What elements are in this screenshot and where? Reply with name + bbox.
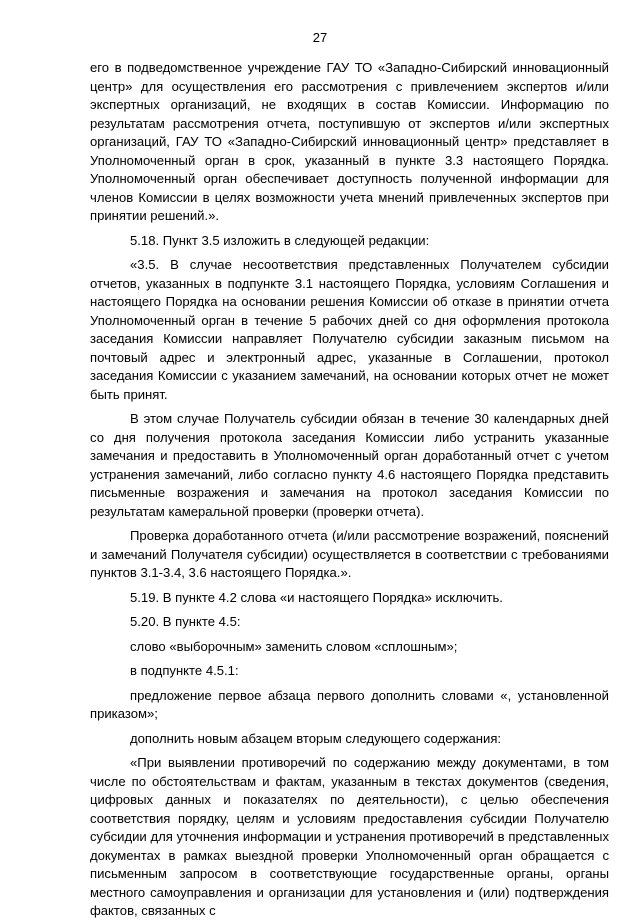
- page-number: 27: [312, 30, 328, 45]
- paragraph: «При выявлении противоречий по содержанию между документами, в том числе по обстоятельствам и фактам, указанным в текстах документов (сведения, цифровых данных и показателях по деятельности), с целью обеспечения соответствия порядку, целям и условиям предоставления субсидии Получателю субсидии для уточнения информации и устранения противоречий в представленных документах в рамках выездной проверки Уполномоченный орган обращается с письменным запросом в соответствующие государственные органы, органы местного самоуправления и организации для установления и (или) подтверждения фактов, связанных с: [90, 755, 609, 918]
- paragraph: 5.18. Пункт 3.5 изложить в следующей редакции:: [130, 232, 430, 248]
- document-body: [90, 59, 609, 921]
- paragraph: дополнить новым абзацем вторым следующего содержания:: [130, 730, 502, 746]
- paragraph: слово «выборочным» заменить словом «сплошным»;: [130, 638, 458, 654]
- paragraph: в подпункте 4.5.1:: [130, 663, 239, 678]
- paragraph: В этом случае Получатель субсидии обязан в течение 30 календарных дней со дня получения протокола заседания Комиссии либо устранить указанные замечания и предоставить в Уполномоченный орган доработанный отчет с учетом устранения замечаний, либо согласно пункту 4.6 настоящего Порядка представить письменные возражения и замечания на протокол заседания Комиссии по результатам камеральной проверки (проверки отчета).: [90, 411, 609, 519]
- paragraph: 5.20. В пункте 4.5:: [130, 614, 241, 629]
- paragraph: его в подведомственное учреждение ГАУ ТО «Западно-Сибирский инновационный центр» для осуществления его рассмотрения с привлечением экспертов и/или экспертных организаций, не входящих в состав Комиссии. Информацию по результатам рассмотрения отчета, поступившую от экспертов и/или экспертных организаций, ГАУ ТО «Западно-Сибирский инновационный центр» представляет в Уполномоченный орган в срок, указанный в пункте 3.3 настоящего Порядка. Уполномоченный орган обеспечивает доступность полученной информации для членов Комиссии в целях возможности учета мнений привлеченных экспертов при принятии решений.».: [90, 60, 609, 223]
- paragraph: Проверка доработанного отчета (и/или рассмотрение возражений, пояснений и замечаний Получателя субсидии) осуществляется в соответствии с требованиями пунктов 3.1-3.4, 3.6 настоящего Порядка.».: [90, 528, 609, 580]
- paragraph: «3.5. В случае несоответствия представленных Получателем субсидии отчетов, указанных в подпункте 3.1 настоящего Порядка, условиям Соглашения и настоящего Порядка на основании решения Комиссии об отказе в принятии отчета Уполномоченный орган в течение 5 рабочих дней со дня оформления протокола заседания Комиссии направляет Получателю субсидии заказным письмом на почтовый адрес и электронный адрес, указанные в Соглашении, протокол заседания Комиссии с указанием замечаний, на основании которых отчет не может быть принят.: [90, 257, 609, 402]
- paragraph: предложение первое абзаца первого дополнить словами «, установленной приказом»;: [90, 687, 609, 721]
- paragraph: 5.19. В пункте 4.2 слова «и настоящего Порядка» исключить.: [130, 589, 503, 605]
